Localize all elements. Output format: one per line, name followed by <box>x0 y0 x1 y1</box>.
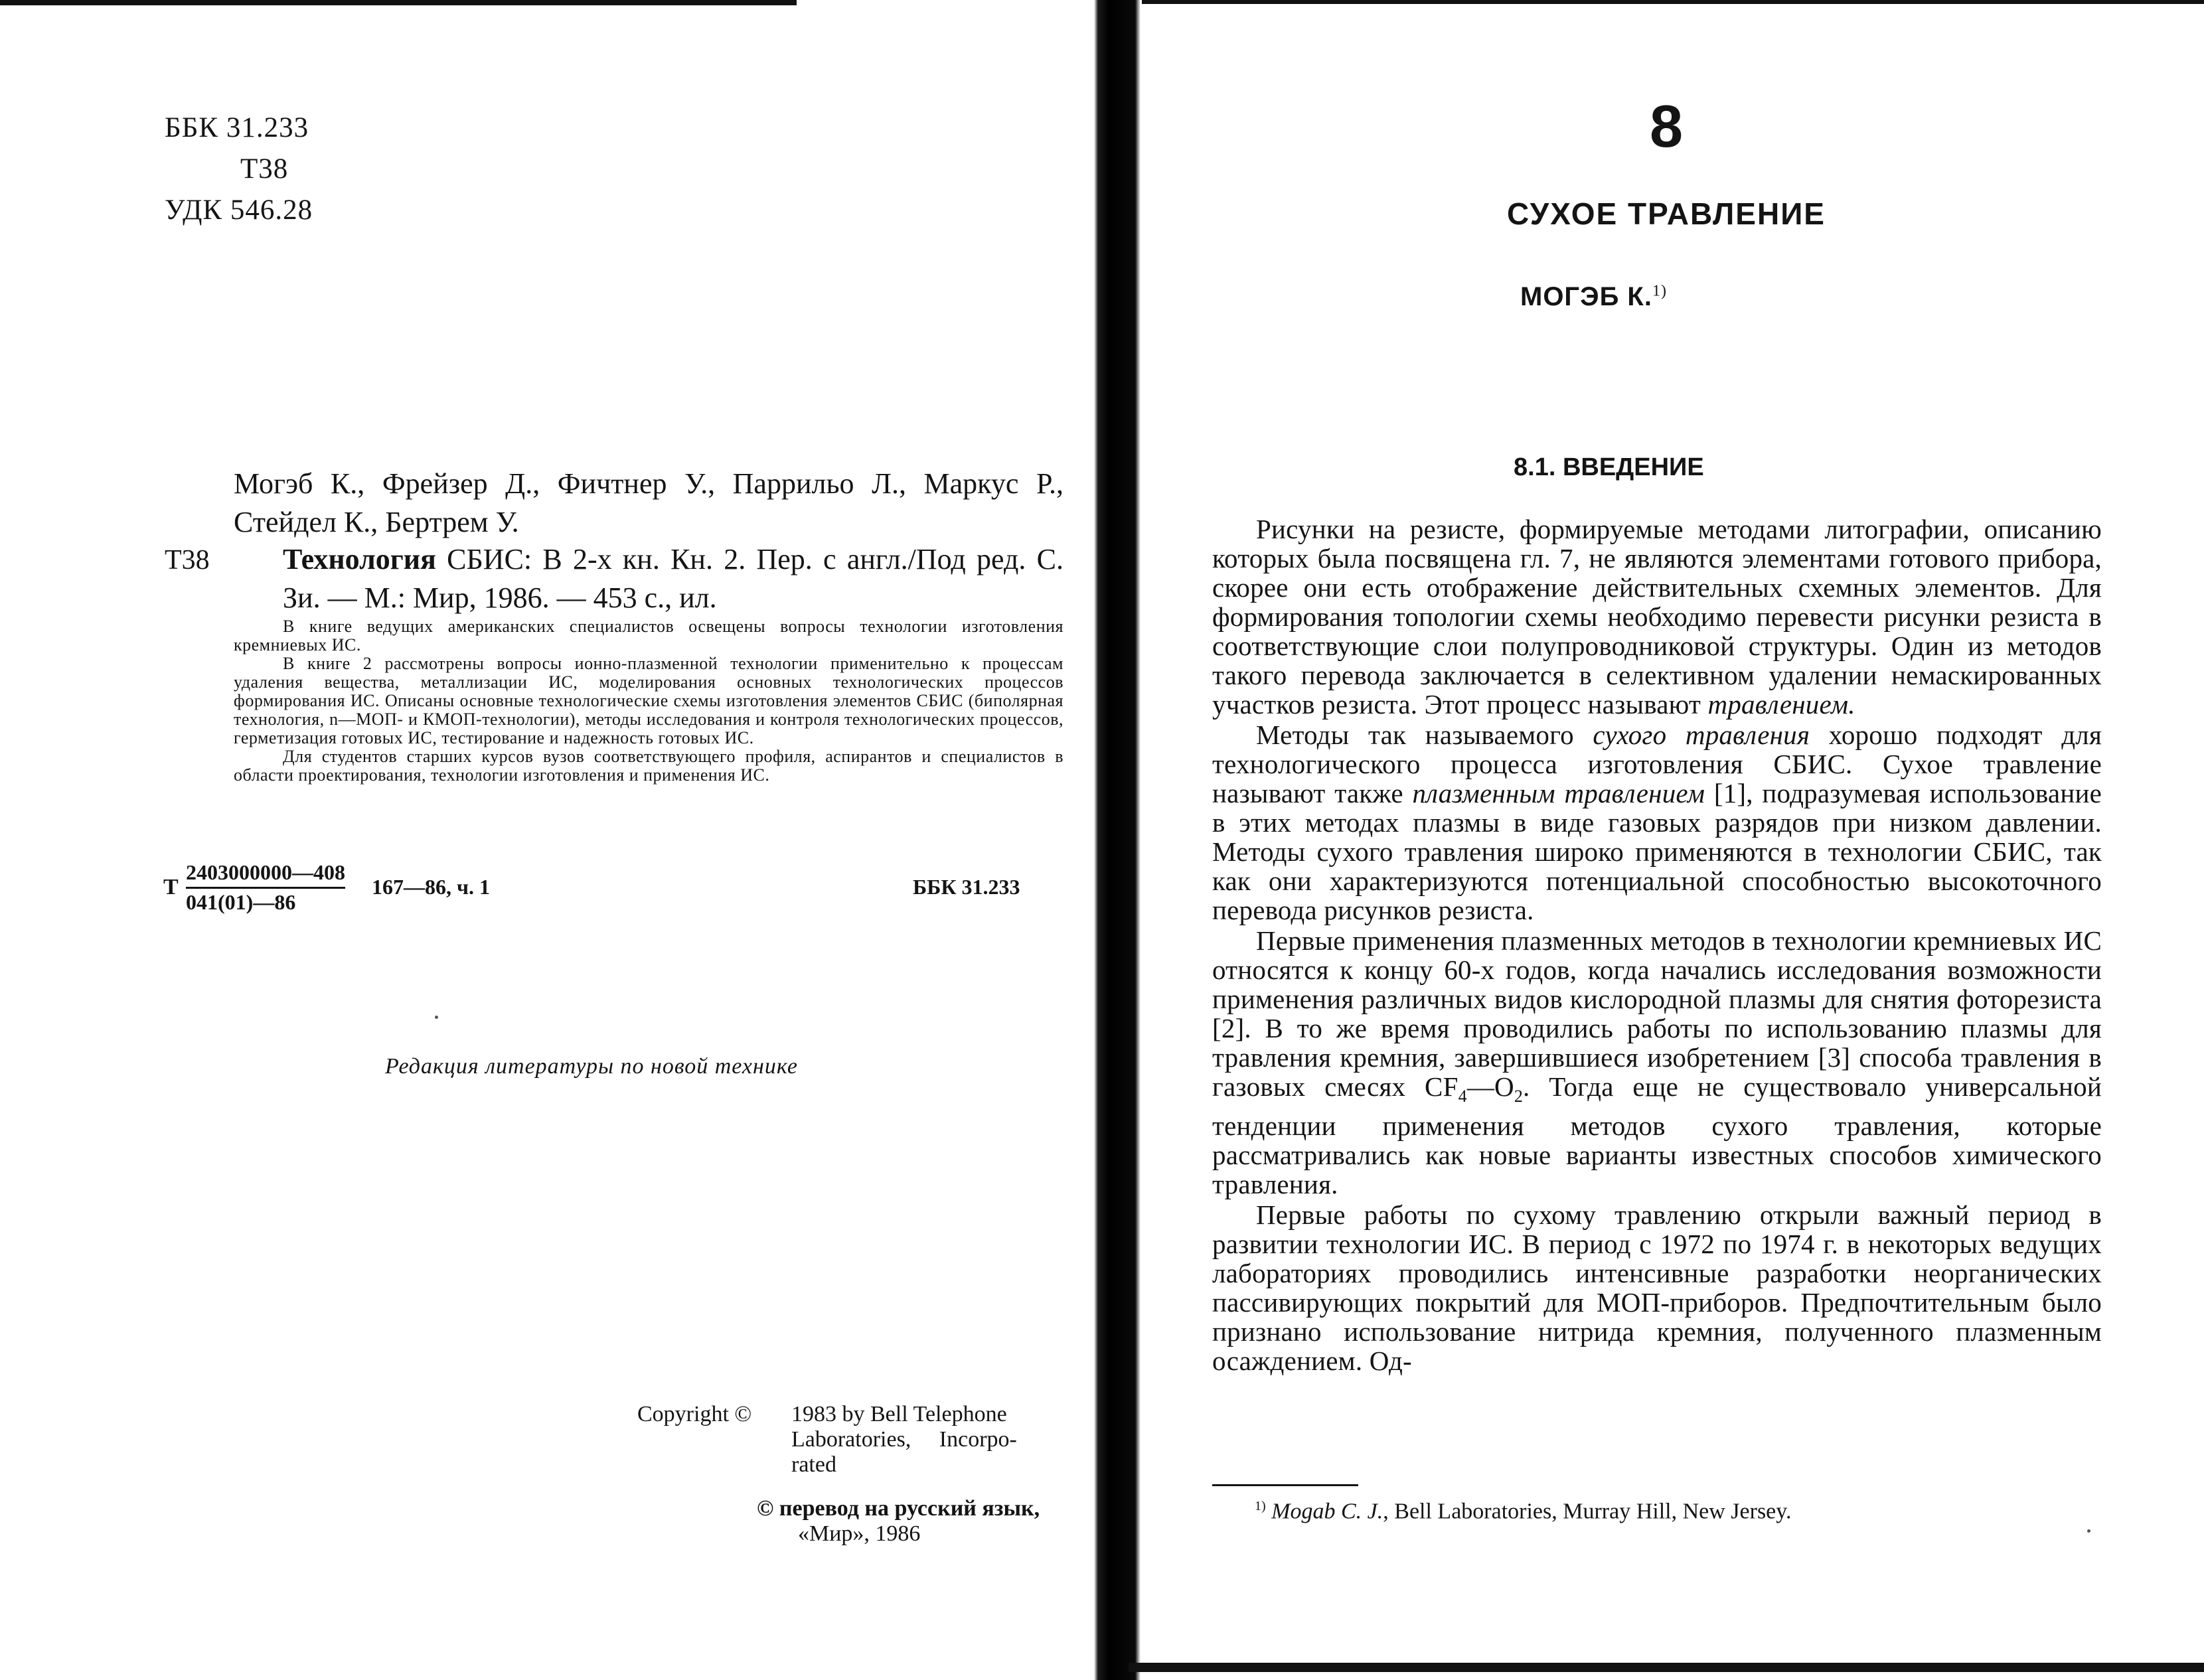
footnote <box>1255 1499 1792 1524</box>
footnote-divider <box>1212 1484 1358 1486</box>
body-text-run: Рисунки на резисте, формируемые методами литографии, описанию которых была посвящена гл. 7, не являются элементами готового прибора, скорее они есть отображение действительных схемных элементов. Для формирования топологии схемы необходимо перевести рисунки резиста в соответствующие слои полупроводниковой структуры. Один из методов такого перевода заключается в селективном удалении немаскированных участков резиста. Этот процесс называют <box>1212 514 2102 720</box>
italic-term: плазменным травлением <box>1412 778 1705 808</box>
publication-code-middle: 167—86, ч. 1 <box>372 875 491 899</box>
chapter-body <box>1212 514 2102 1377</box>
book-catalog-code: Т38 <box>165 545 210 575</box>
body-paragraph <box>1212 514 2102 719</box>
copyright-line: Laboratories, Incorpo- <box>791 1427 1017 1452</box>
scan-speck <box>435 1016 438 1019</box>
scan-speck <box>2087 1529 2090 1533</box>
abstract-paragraph: В книге 2 рассмотрены вопросы ионно-плазменной технологии применительно к процессам удаления вещества, металлизации ИС, моделирования основных технологических процессов формирования ИС. Описаны основные технологические схемы изготовления элементов СБИС (биполярная технология, n—МОП- и КМОП-технологии), методы исследования и контроля технологических процессов, герметизация готовых ИС, тестирование и надежность готовых ИС. <box>234 654 1063 747</box>
body-text-run: [1], подразумевая использование в этих методах плазмы в виде газовых разрядов при низком давлении. Методы сухого травления широко применяются в технологии СБИС, так как они характеризуются потенциальной способностью высокоточного перевода рисунков резиста. <box>1212 778 2102 925</box>
top-page-edge-left <box>0 0 797 5</box>
book-spine <box>1089 0 1142 1680</box>
body-text-run: —O <box>1466 1071 1514 1102</box>
chapter-author-footnote-mark: 1) <box>1652 282 1667 300</box>
body-text-run: хорошо подходят для технологического процесса изготовления СБИС. Сухое травление называют также <box>1212 720 2102 808</box>
udk-code: УДК 546.28 <box>165 194 313 226</box>
footnote-author: Mogab C. J. <box>1271 1499 1383 1524</box>
body-text-run: Методы так называемого <box>1256 720 1593 750</box>
body-paragraph <box>1212 720 2102 925</box>
translation-line: «Мир», 1986 <box>798 1521 921 1546</box>
catalog-code: Т38 <box>240 153 289 185</box>
section-title: 8.1. ВВЕДЕНИЕ <box>1514 453 1704 481</box>
footnote-mark: 1) <box>1255 1499 1266 1513</box>
copyright-holder <box>791 1402 1063 1478</box>
subscript: 2 <box>1514 1087 1524 1107</box>
publication-code-fraction <box>186 859 345 915</box>
editorial-office: Редакция литературы по новой технике <box>385 1054 799 1079</box>
subscript: 4 <box>1458 1087 1467 1107</box>
italic-term: сухого травления <box>1593 720 1810 750</box>
abstract-paragraph: В книге ведущих американских специалистов освещены вопросы технологии изготовления кремниевых ИС. <box>234 617 1063 654</box>
top-page-edge-right <box>1129 0 2204 4</box>
bbk-code: ББК 31.233 <box>165 112 309 143</box>
book-title-rest: СБИС: В 2-х кн. Кн. 2. Пер. с англ./Под ред. С. Зи. — М.: Мир, 1986. — 453 с., ил. <box>283 543 1063 614</box>
publication-code-letter: Т <box>163 875 179 899</box>
book-title-bold: Технология <box>283 543 436 575</box>
translation-copyright <box>757 1496 1040 1547</box>
authors-list: Могэб К., Фрейзер Д., Фичтнер У., Паррильо Л., Маркус Р., Стейдел К., Бертрем У. <box>234 467 1063 538</box>
chapter-author-name: МОГЭБ К. <box>1520 282 1652 311</box>
chapter-title: СУХОЕ ТРАВЛЕНИЕ <box>1507 196 1826 231</box>
italic-term: травлением. <box>1707 689 1855 720</box>
code-numerator: 2403000000—408 <box>186 859 345 889</box>
book-abstract <box>234 617 1063 785</box>
chapter-author <box>1520 282 1667 312</box>
publication-bbk-code: ББК 31.233 <box>913 875 1020 899</box>
book-bibliographic-entry <box>283 540 1063 617</box>
copyright-line: 1983 by Bell Telephone <box>791 1402 1007 1426</box>
chapter-number: 8 <box>1649 94 1684 160</box>
footnote-affiliation: , Bell Laboratories, Murray Hill, New Jersey. <box>1383 1499 1792 1524</box>
abstract-paragraph: Для студентов старших курсов вузов соответствующего профиля, аспирантов и специалистов в области проектирования, технологии изготовления и применения ИС. <box>234 747 1063 785</box>
code-denominator: 041(01)—86 <box>186 890 296 914</box>
body-paragraph: Первые работы по сухому травлению открыли важный период в развитии технологии ИС. В период с 1972 по 1974 г. в некоторых ведущих лабораториях проводились интенсивные разработки неорганических пассивирующих покрытий для МОП-приборов. Предпочтительным было признано использование нитрида кремния, полученного плазменным осаждением. Од- <box>1212 1199 2102 1377</box>
copyright-label: Copyright © <box>637 1402 752 1426</box>
bottom-page-edge <box>1129 1663 2204 1672</box>
translation-line: © перевод на русский язык, <box>757 1496 1040 1521</box>
copyright-line: rated <box>791 1452 836 1477</box>
body-paragraph <box>1212 926 2102 1199</box>
body-text-run: Первые применения плазменных методов в технологии кремниевых ИС относятся к концу 60-х годов, когда начались исследования возможности применения различных видов кислородной плазмы для снятия фоторезиста [2]. В то же время проводились работы по использованию плазмы для травления кремния, завершившиеся изобретением [3] способа травления в газовых смесях CF <box>1212 925 2102 1102</box>
body-text-run: . Тогда еще не существовало универсальной тенденции применения методов сухого травления, которые рассматривались как новые варианты известных способов химического травления. <box>1212 1071 2102 1200</box>
